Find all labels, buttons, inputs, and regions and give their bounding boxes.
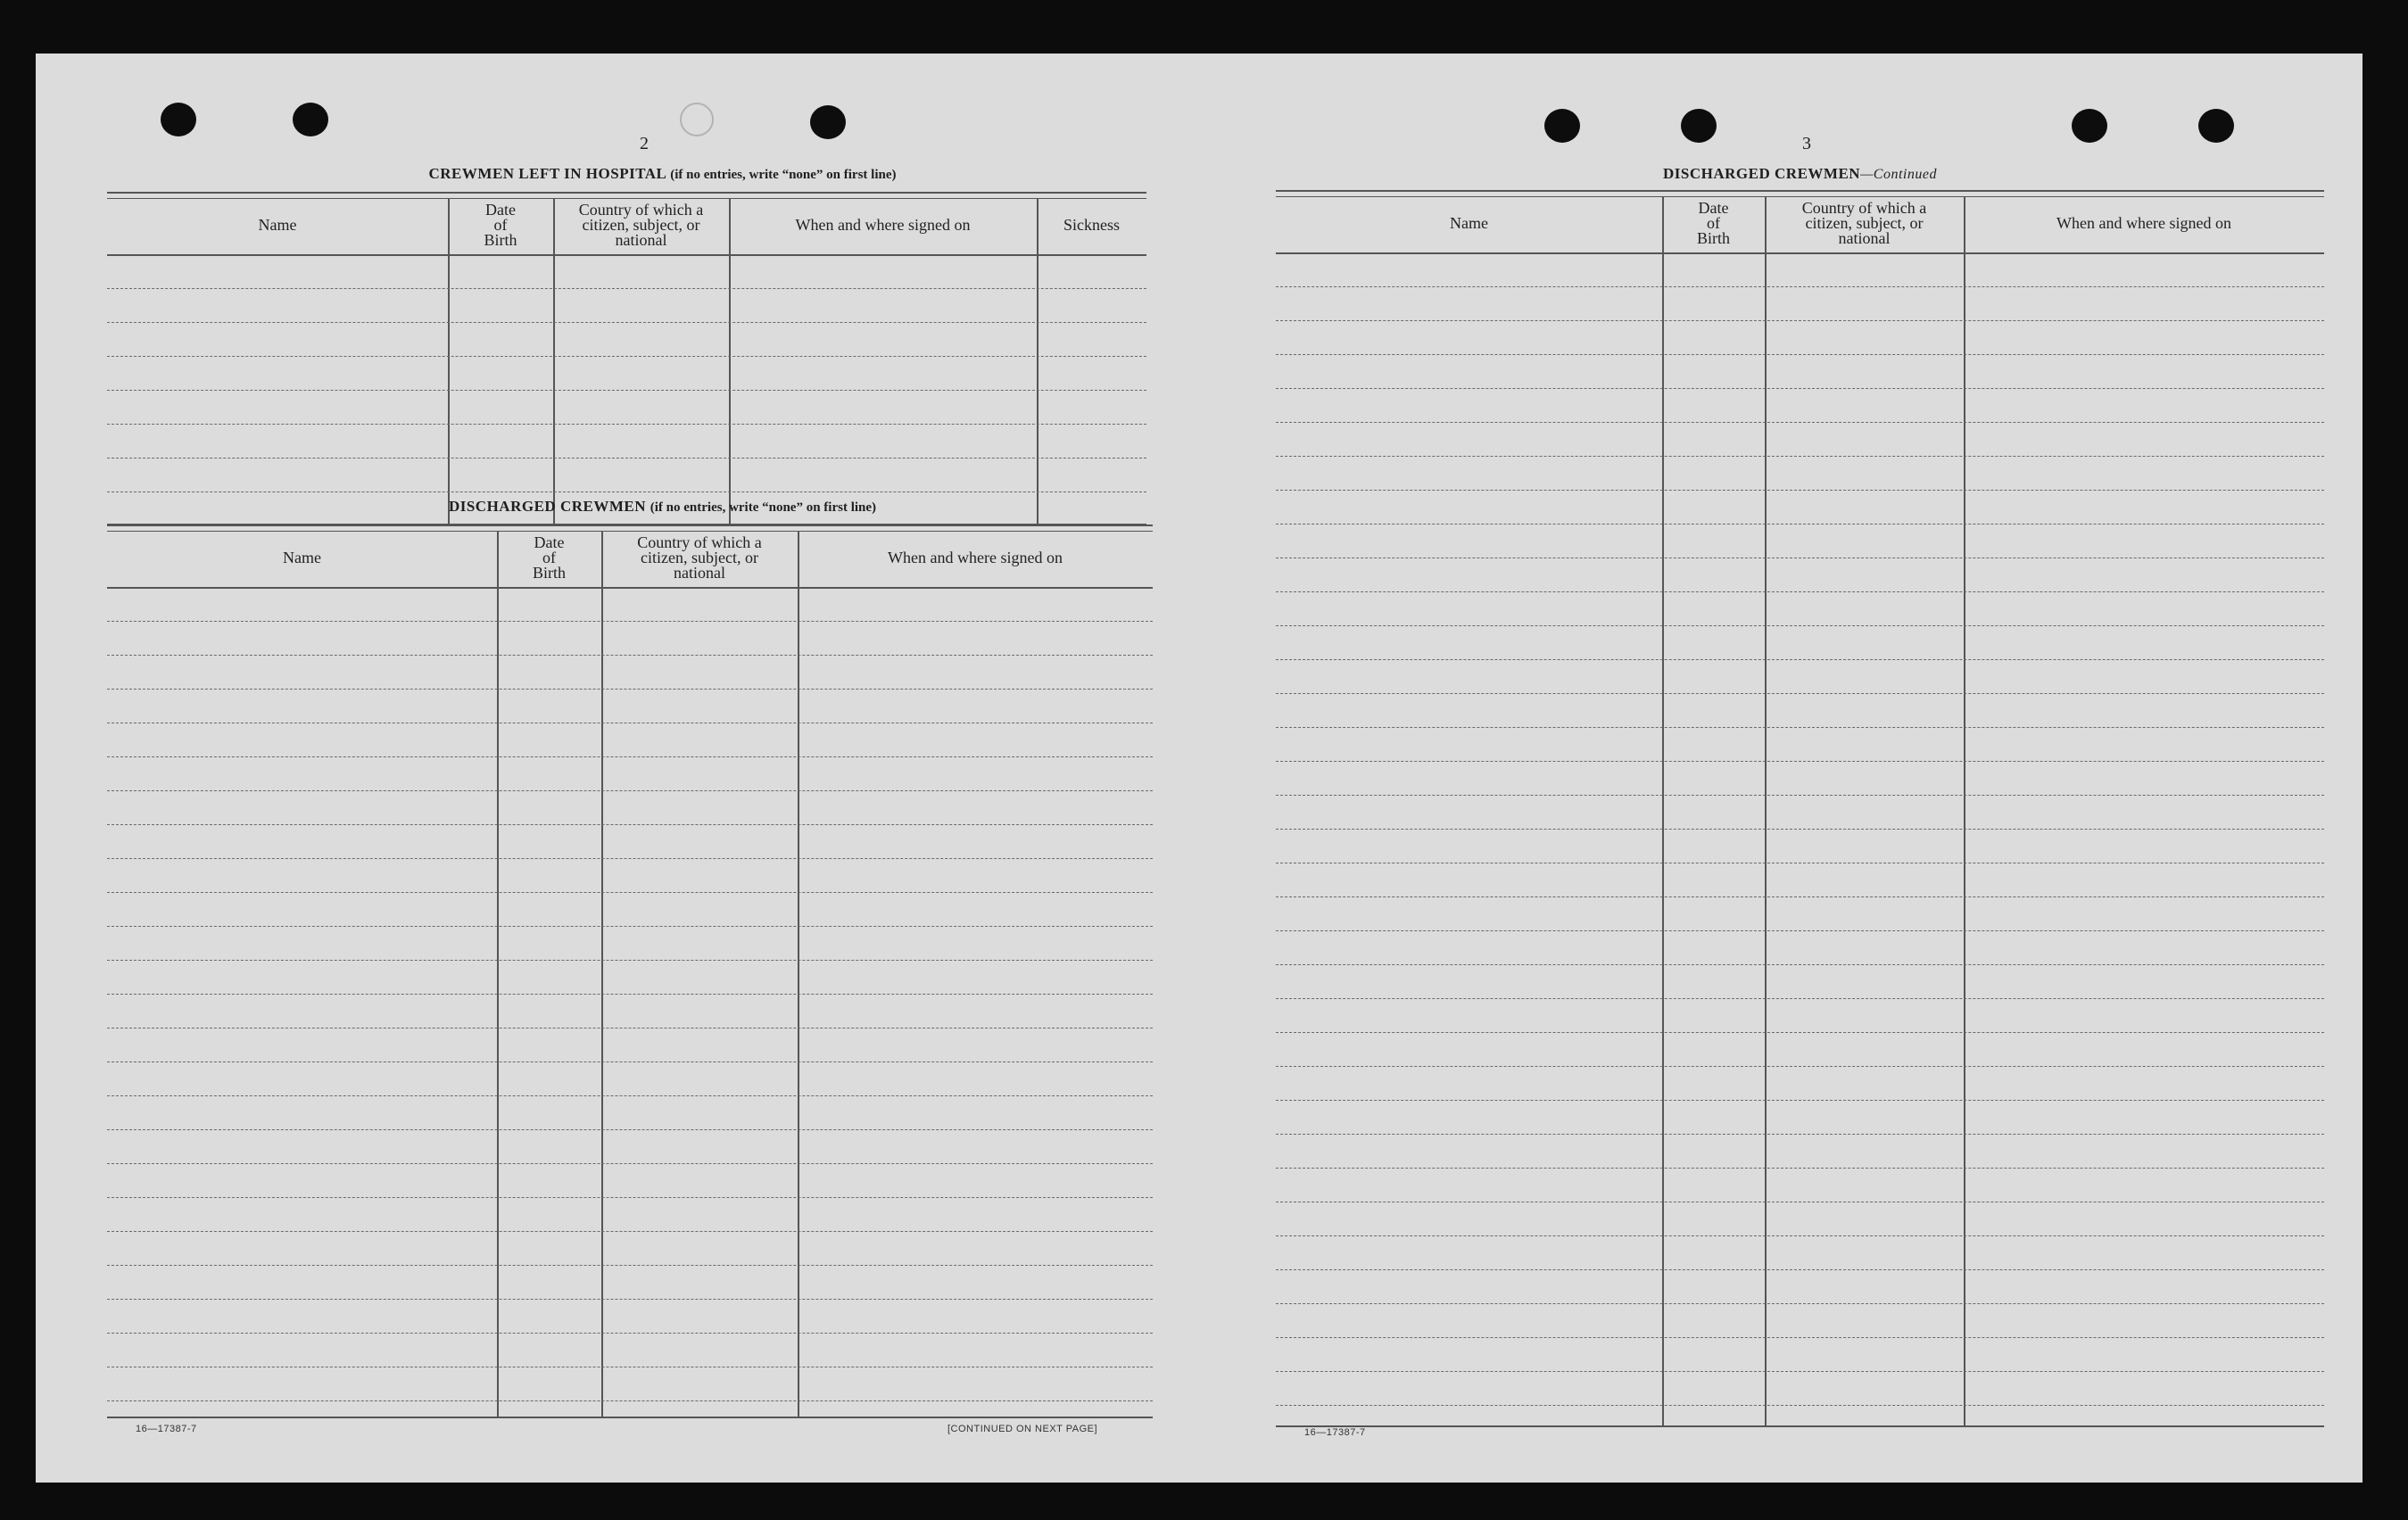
column-header: When and where signed on — [795, 215, 971, 234]
entry-line — [1276, 693, 2324, 694]
column-header: Country of which a citizen, subject, or national — [1801, 198, 1927, 247]
entry-line — [1276, 727, 2324, 728]
column-header: Date of Birth — [484, 200, 517, 249]
column-rule — [798, 532, 799, 1417]
entry-line — [1276, 490, 2324, 491]
punch-hole-icon — [2198, 109, 2234, 143]
table-top-rule — [107, 525, 1153, 532]
entry-line — [107, 1400, 1153, 1401]
column-header: Name — [1450, 213, 1488, 232]
column-header: Country of which a citizen, subject, or national — [637, 533, 762, 582]
hospital-table — [107, 192, 1146, 527]
entry-line — [1276, 1066, 2324, 1067]
header-rule — [1276, 252, 2324, 254]
column-rule — [601, 532, 603, 1417]
header-rule — [107, 587, 1153, 589]
table-bottom-rule — [107, 1417, 1153, 1418]
column-rule — [1037, 199, 1039, 524]
entry-line — [1276, 456, 2324, 457]
entry-line — [1276, 320, 2324, 321]
hospital-note: (if no entries, write “none” on first line) — [670, 168, 897, 182]
entry-line — [107, 1231, 1153, 1232]
column-header: Name — [283, 548, 321, 566]
entry-line — [107, 994, 1153, 995]
entry-line — [1276, 354, 2324, 355]
entry-line — [107, 655, 1153, 656]
punch-hole-icon — [810, 105, 846, 139]
entry-line — [107, 1095, 1153, 1096]
entry-line — [1276, 625, 2324, 626]
entry-line — [1276, 1235, 2324, 1236]
entry-line — [107, 824, 1153, 825]
entry-line — [1276, 829, 2324, 830]
discharged-table — [107, 525, 1153, 1417]
column-header: Name — [258, 215, 297, 234]
entry-line — [107, 424, 1146, 425]
entry-line — [107, 1129, 1153, 1130]
form-number-right: 16—17387-7 — [1304, 1427, 1366, 1438]
entry-line — [1276, 591, 2324, 592]
column-header: When and where signed on — [888, 548, 1063, 566]
header-rule — [107, 254, 1146, 256]
punch-hole-icon — [1544, 109, 1580, 143]
entry-line — [1276, 1269, 2324, 1270]
entry-line — [1276, 1405, 2324, 1406]
entry-line — [1276, 795, 2324, 796]
column-rule — [497, 532, 499, 1417]
entry-line — [107, 288, 1146, 289]
entry-line — [107, 1333, 1153, 1334]
form-sheet — [36, 54, 2362, 1483]
entry-line — [1276, 761, 2324, 762]
entry-line — [107, 858, 1153, 859]
entry-line — [1276, 964, 2324, 965]
entry-line — [107, 1163, 1153, 1164]
entry-line — [1276, 286, 2324, 287]
entry-line — [1276, 659, 2324, 660]
column-header: Date of Birth — [532, 533, 566, 582]
entry-line — [107, 390, 1146, 391]
entry-line — [107, 960, 1153, 961]
section-title-hospital — [143, 165, 1182, 183]
column-header: Sickness — [1063, 215, 1120, 234]
discharged-continued-table — [1276, 190, 2324, 1430]
column-rule — [1662, 197, 1664, 1425]
entry-line — [1276, 1371, 2324, 1372]
entry-line — [1276, 1337, 2324, 1338]
punch-hole-icon — [680, 103, 714, 136]
table-bottom-rule — [1276, 1425, 2324, 1427]
column-header: Date of Birth — [1696, 198, 1730, 247]
entry-line — [107, 1265, 1153, 1266]
column-rule — [448, 199, 450, 524]
entry-line — [107, 1299, 1153, 1300]
column-header: When and where signed on — [2056, 213, 2231, 232]
section-title-discharged-continued — [1276, 165, 2324, 183]
table-top-rule — [1276, 190, 2324, 197]
column-rule — [553, 199, 555, 524]
punch-hole-icon — [2072, 109, 2107, 143]
entry-line — [107, 756, 1153, 757]
discharged-title: DISCHARGED CREWMEN — [448, 498, 646, 515]
page-number-right: 3 — [1802, 134, 1811, 153]
punch-hole-icon — [161, 103, 196, 136]
entry-line — [107, 892, 1153, 893]
punch-hole-icon — [293, 103, 328, 136]
punch-hole-icon — [1681, 109, 1717, 143]
continued-label: —Continued — [1860, 167, 1937, 182]
entry-line — [1276, 930, 2324, 931]
entry-line — [107, 621, 1153, 622]
discharged-note: (if no entries, write “none” on first line) — [650, 500, 877, 515]
entry-line — [1276, 422, 2324, 423]
entry-line — [1276, 1134, 2324, 1135]
page-number-left: 2 — [640, 134, 649, 153]
entry-line — [1276, 524, 2324, 525]
hospital-title: CREWMEN LEFT IN HOSPITAL — [428, 165, 666, 182]
entry-line — [1276, 998, 2324, 999]
entry-line — [107, 790, 1153, 791]
entry-line — [1276, 1303, 2324, 1304]
discharged-continued-title: DISCHARGED CREWMEN — [1663, 165, 1861, 182]
entry-line — [1276, 1168, 2324, 1169]
continued-note: [CONTINUED ON NEXT PAGE] — [947, 1424, 1098, 1434]
entry-line — [107, 689, 1153, 690]
entry-line — [107, 1197, 1153, 1198]
column-rule — [1964, 197, 1965, 1425]
entry-line — [107, 322, 1146, 323]
table-top-rule — [107, 192, 1146, 199]
entry-line — [1276, 388, 2324, 389]
entry-line — [1276, 1032, 2324, 1033]
entry-line — [107, 356, 1146, 357]
entry-line — [1276, 896, 2324, 897]
column-header: Country of which a citizen, subject, or national — [578, 200, 704, 249]
entry-line — [1276, 1100, 2324, 1101]
entry-line — [107, 926, 1153, 927]
column-rule — [1765, 197, 1767, 1425]
column-rule — [729, 199, 731, 524]
form-number-left: 16—17387-7 — [136, 1424, 197, 1434]
section-title-discharged — [143, 498, 1182, 516]
